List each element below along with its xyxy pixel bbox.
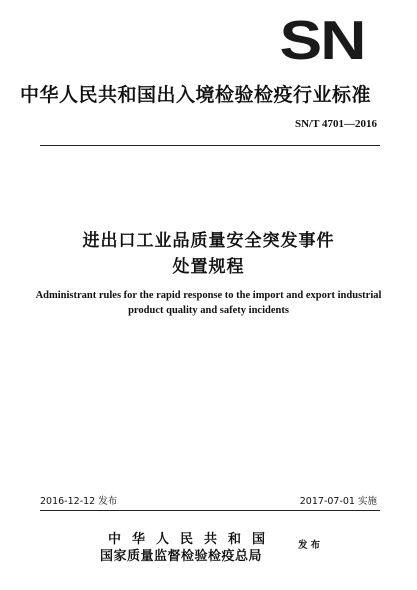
issuer-heading: 中华人民共和国出入境检验检疫行业标准 [20,84,372,106]
effective-date: 2017-07-01 实施 [299,496,377,507]
title-cn-line2: 处置规程 [172,257,245,277]
sn-logo: SN [279,9,365,71]
bottom-divider [40,510,380,511]
publish-date: 2016-12-12 发布 [40,496,118,507]
top-divider [40,145,380,146]
issuer-country: 中华人民共和国 [108,532,277,547]
issuer-agency: 国家质量监督检验检疫总局 [100,549,263,564]
title-en: Administrant rules for the rapid response to the import and export industrial product quality and safety incidents [35,290,382,316]
standard-number: SN/T 4701—2016 [294,118,377,130]
title-cn-line1: 进出口工业品质量安全突发事件 [82,231,335,251]
issue-label: 发布 [298,540,324,551]
